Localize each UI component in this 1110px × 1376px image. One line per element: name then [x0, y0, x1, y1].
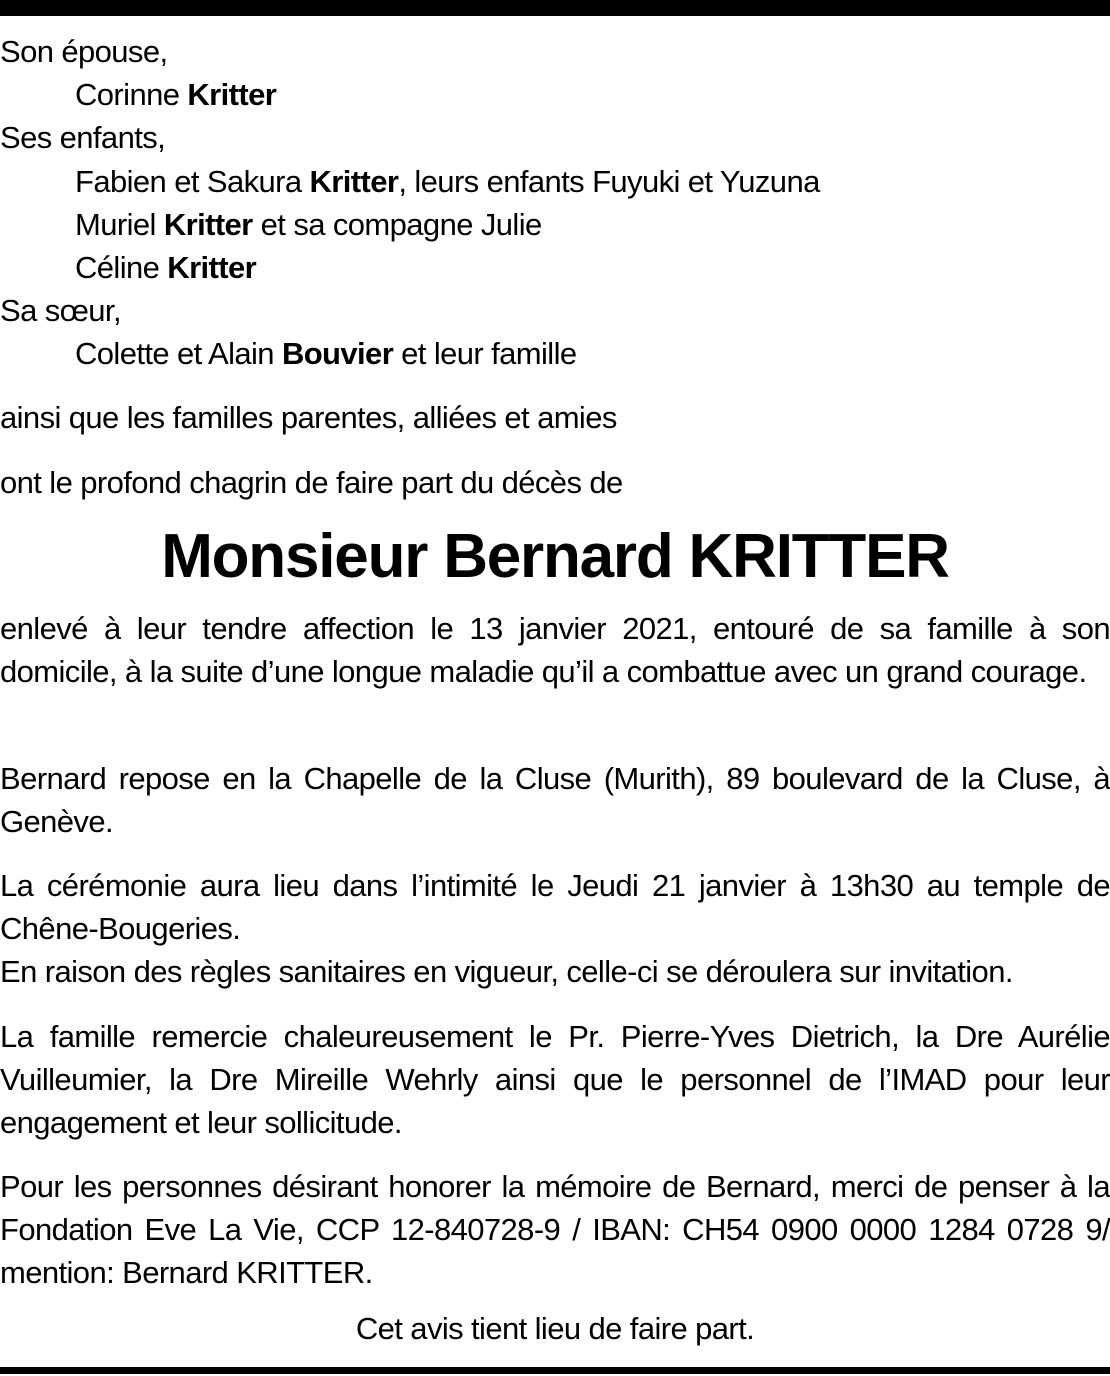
paragraph-rest-place: Bernard repose en la Chapelle de la Cluse (Murith), 89 boulevard de la Cluse, à Genève. — [0, 761, 1110, 839]
top-rule — [0, 0, 1110, 16]
paragraph-donation: Pour les personnes désirant honorer la mémoire de Bernard, merci de penser à la Fondation Eve La Vie, CCP 12-840728-9 / IBAN: CH54 0900 0000 1284 0728 9/ mention: Bernard KRITTER. — [0, 1169, 1110, 1290]
deceased-name: Monsieur Bernard KRITTER — [161, 522, 949, 591]
child2-line — [75, 207, 542, 243]
spouse-line — [75, 77, 276, 113]
sister-last: Bouvier — [281, 336, 394, 371]
child1-rest: , leurs enfants Fuyuki et Yuzuna — [398, 164, 820, 199]
child2-last: Kritter — [163, 207, 253, 242]
sister-line — [75, 336, 577, 372]
paragraph-death: enlevé à leur tendre affection le 13 janvier 2021, entouré de sa famille à son domicile, à la suite d’une longue maladie qu’il a combattue avec un grand courage. — [0, 611, 1110, 689]
child3-first: Céline — [75, 250, 168, 285]
child1-last: Kritter — [309, 164, 399, 199]
spouse-first: Corinne — [75, 77, 188, 112]
spouse-last: Kritter — [187, 77, 277, 112]
sister-rest: et leur famille — [393, 336, 577, 371]
bottom-rule — [0, 1367, 1110, 1374]
paragraph-ceremony: La cérémonie aura lieu dans l’intimité le Jeudi 21 janvier à 13h30 au temple de Chêne-Bougeries. — [0, 868, 1110, 946]
child3-line — [75, 250, 256, 286]
intro-line-1: ainsi que les familles parentes, alliées et amies — [0, 400, 617, 435]
spouse-heading: Son épouse, — [0, 34, 168, 69]
child2-first: Muriel — [75, 207, 164, 242]
paragraph-thanks: La famille remercie chaleureusement le Pr. Pierre-Yves Dietrich, la Dre Aurélie Vuilleumier, la Dre Mireille Wehrly ainsi que le personnel de l’IMAD pour leur engagement et leur sollicitude. — [0, 1019, 1110, 1140]
child1-line — [75, 164, 820, 200]
children-heading: Ses enfants, — [0, 120, 166, 155]
child3-last: Kritter — [167, 250, 257, 285]
child1-first: Fabien et Sakura — [75, 164, 310, 199]
intro-line-2: ont le profond chagrin de faire part du décès de — [0, 465, 623, 500]
sister-first: Colette et Alain — [75, 336, 282, 371]
sister-heading: Sa sœur, — [0, 293, 121, 328]
child2-rest: et sa compagne Julie — [252, 207, 542, 242]
closing-line: Cet avis tient lieu de faire part. — [355, 1311, 755, 1346]
paragraph-sanitary: En raison des règles sanitaires en vigueur, celle-ci se déroulera sur invitation. — [0, 954, 1013, 989]
